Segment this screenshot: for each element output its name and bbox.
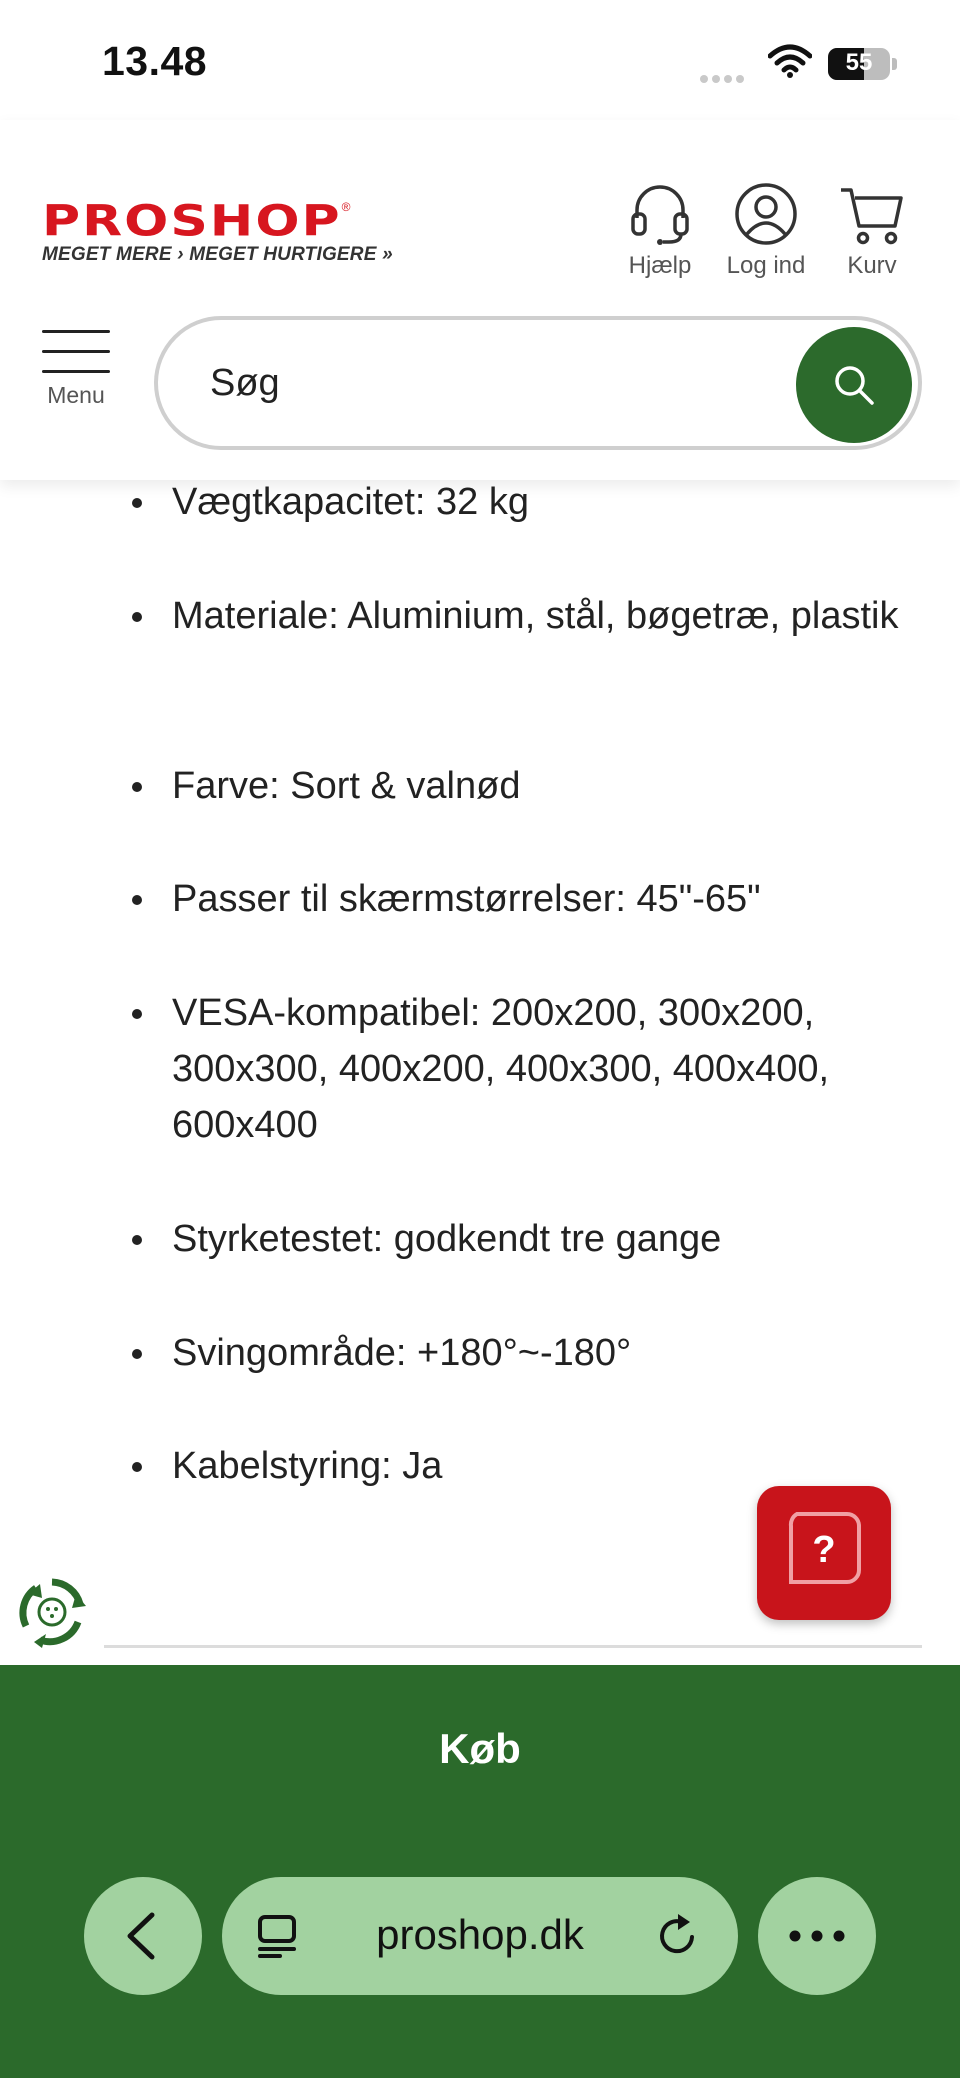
cart-icon: [839, 182, 905, 246]
site-header: [0, 120, 960, 480]
spec-item: Materiale: Aluminium, stål, bøgetræ, plastik: [172, 588, 932, 644]
user-icon: [734, 182, 798, 246]
spec-item: Passer til skærmstørrelser: 45"-65": [172, 871, 932, 927]
proshop-logo[interactable]: PROSHOP® MEGET MERE › MEGET HURTIGERE »: [42, 196, 393, 265]
status-time: 13.48: [102, 38, 208, 84]
hamburger-icon: [42, 330, 110, 373]
help-button[interactable]: [605, 182, 715, 280]
spec-item: Svingområde: +180°~-180°: [172, 1325, 932, 1381]
battery-level: 55: [845, 49, 873, 76]
wifi-icon: [768, 44, 812, 83]
search-bar: [154, 316, 922, 450]
reload-icon[interactable]: [656, 1911, 702, 1959]
search-button[interactable]: [796, 327, 912, 443]
eco-badge-icon[interactable]: [16, 1576, 88, 1648]
support-chat-button[interactable]: [757, 1486, 891, 1620]
cellular-signal-icon: [700, 70, 748, 88]
browser-url: proshop.dk: [376, 1911, 584, 1958]
spec-item: Farve: Sort & valnød: [172, 758, 932, 814]
menu-label: Menu: [47, 382, 105, 408]
logo-wordmark: PROSHOP: [42, 196, 342, 246]
bottom-bar: [0, 1665, 960, 2078]
logo-tagline: MEGET MERE › MEGET HURTIGERE »: [42, 244, 393, 265]
browser-more-button[interactable]: [758, 1877, 876, 1995]
battery-icon: [828, 48, 890, 80]
spec-item: Styrketestet: godkendt tre gange: [172, 1211, 932, 1267]
login-label: Log ind: [726, 252, 806, 279]
more-dots-icon: [758, 1877, 876, 1995]
chat-question-icon: [783, 1508, 865, 1594]
menu-button[interactable]: [42, 330, 110, 409]
help-fab-symbol: ?: [812, 1529, 836, 1571]
cart-label: Kurv: [847, 252, 897, 279]
login-button[interactable]: [711, 182, 821, 280]
battery-tip: [892, 58, 897, 70]
chevron-left-icon: [84, 1877, 202, 1995]
status-bar: [0, 0, 960, 120]
spec-item: Kabelstyring: Ja: [172, 1438, 932, 1494]
cart-button[interactable]: [817, 182, 927, 280]
buy-button[interactable]: Køb: [439, 1725, 521, 1772]
search-icon: [832, 363, 876, 407]
spec-item: Vægtkapacitet: 32 kg: [172, 474, 932, 530]
spec-item: VESA-kompatibel: 200x200, 300x200, 300x300, 400x200, 400x300, 400x400, 600x400: [172, 985, 932, 1153]
headset-icon: [629, 182, 691, 246]
help-label: Hjælp: [628, 252, 692, 279]
browser-back-button[interactable]: [84, 1877, 202, 1995]
section-divider: [104, 1645, 922, 1648]
browser-address-bar[interactable]: [222, 1877, 738, 1995]
search-input[interactable]: [210, 356, 750, 410]
